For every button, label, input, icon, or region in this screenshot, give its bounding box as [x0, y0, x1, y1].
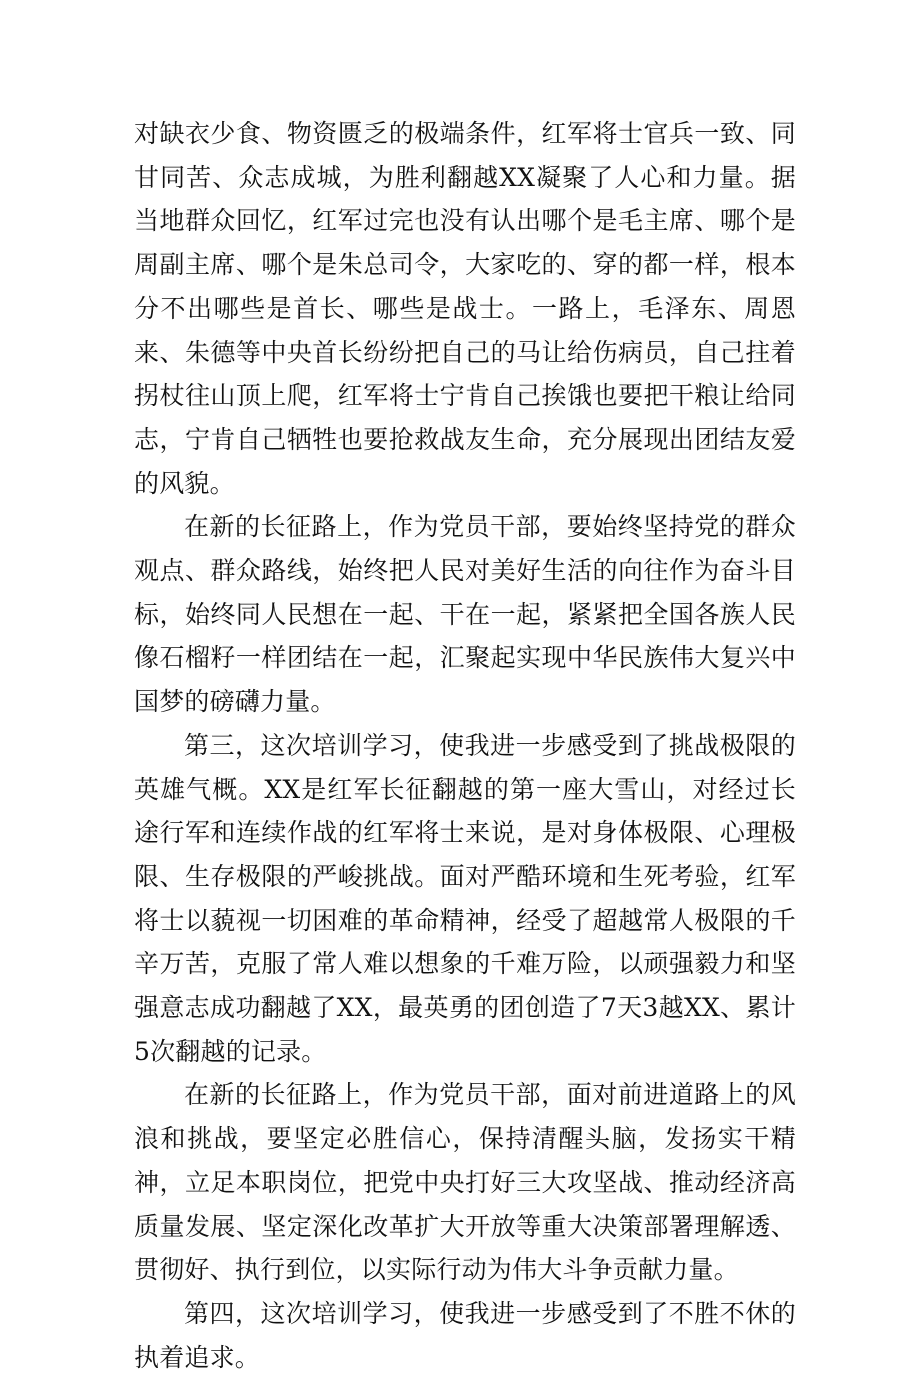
paragraph-continued: 对缺衣少食、物资匮乏的极端条件，红军将士官兵一致、同甘同苦、众志成城，为胜利翻越XX凝聚了人心和力量。据当地群众回忆，红军过完也没有认出哪个是毛主席、哪个是周副主席、哪个是朱总司令，大家吃的、穿的都一样，根本分不出哪些是首长、哪些是战士。一路上，毛泽东、周恩来、朱德等中央首长纷纷把自己的马让给伤病员，自己拄着拐杖往山顶上爬，红军将士宁肯自己挨饿也要把干粮让给同志，宁肯自己牺牲也要抢救战友生命，充分展现出团结友爱的风貌。	[134, 119, 796, 498]
paragraph-party-members-unity: 在新的长征路上，作为党员干部，要始终坚持党的群众观点、群众路线，始终把人民对美好生活的向往作为奋斗目标，始终同人民想在一起、干在一起，紧紧把全国各族人民像石榴籽一样团结在一起，汇聚起实现中华民族伟大复兴中国梦的磅礴力量。	[134, 512, 796, 717]
paragraph-party-members-challenge: 在新的长征路上，作为党员干部，面对前进道路上的风浪和挑战，要坚定必胜信心，保持清醒头脑，发扬实干精神，立足本职岗位，把党中央打好三大攻坚战、推动经济高质量发展、坚定深化改革扩大开放等重大决策部署理解透、贯彻好、执行到位，以实际行动为伟大斗争贡献力量。	[134, 1080, 796, 1285]
document-body	[134, 112, 796, 1379]
paragraph-third-point: 第三，这次培训学习，使我进一步感受到了挑战极限的英雄气概。XX是红军长征翻越的第一座大雪山，对经过长途行军和连续作战的红军将士来说，是对身体极限、心理极限、生存极限的严峻挑战。面对严酷环境和生死考验，红军将士以藐视一切困难的革命精神，经受了超越常人极限的千辛万苦，克服了常人难以想象的千难万险，以顽强毅力和坚强意志成功翻越了XX，最英勇的团创造了7天3越XX、累计5次翻越的记录。	[134, 730, 796, 1066]
paragraph-fourth-point: 第四，这次培训学习，使我进一步感受到了不胜不休的执着追求。	[134, 1298, 796, 1372]
